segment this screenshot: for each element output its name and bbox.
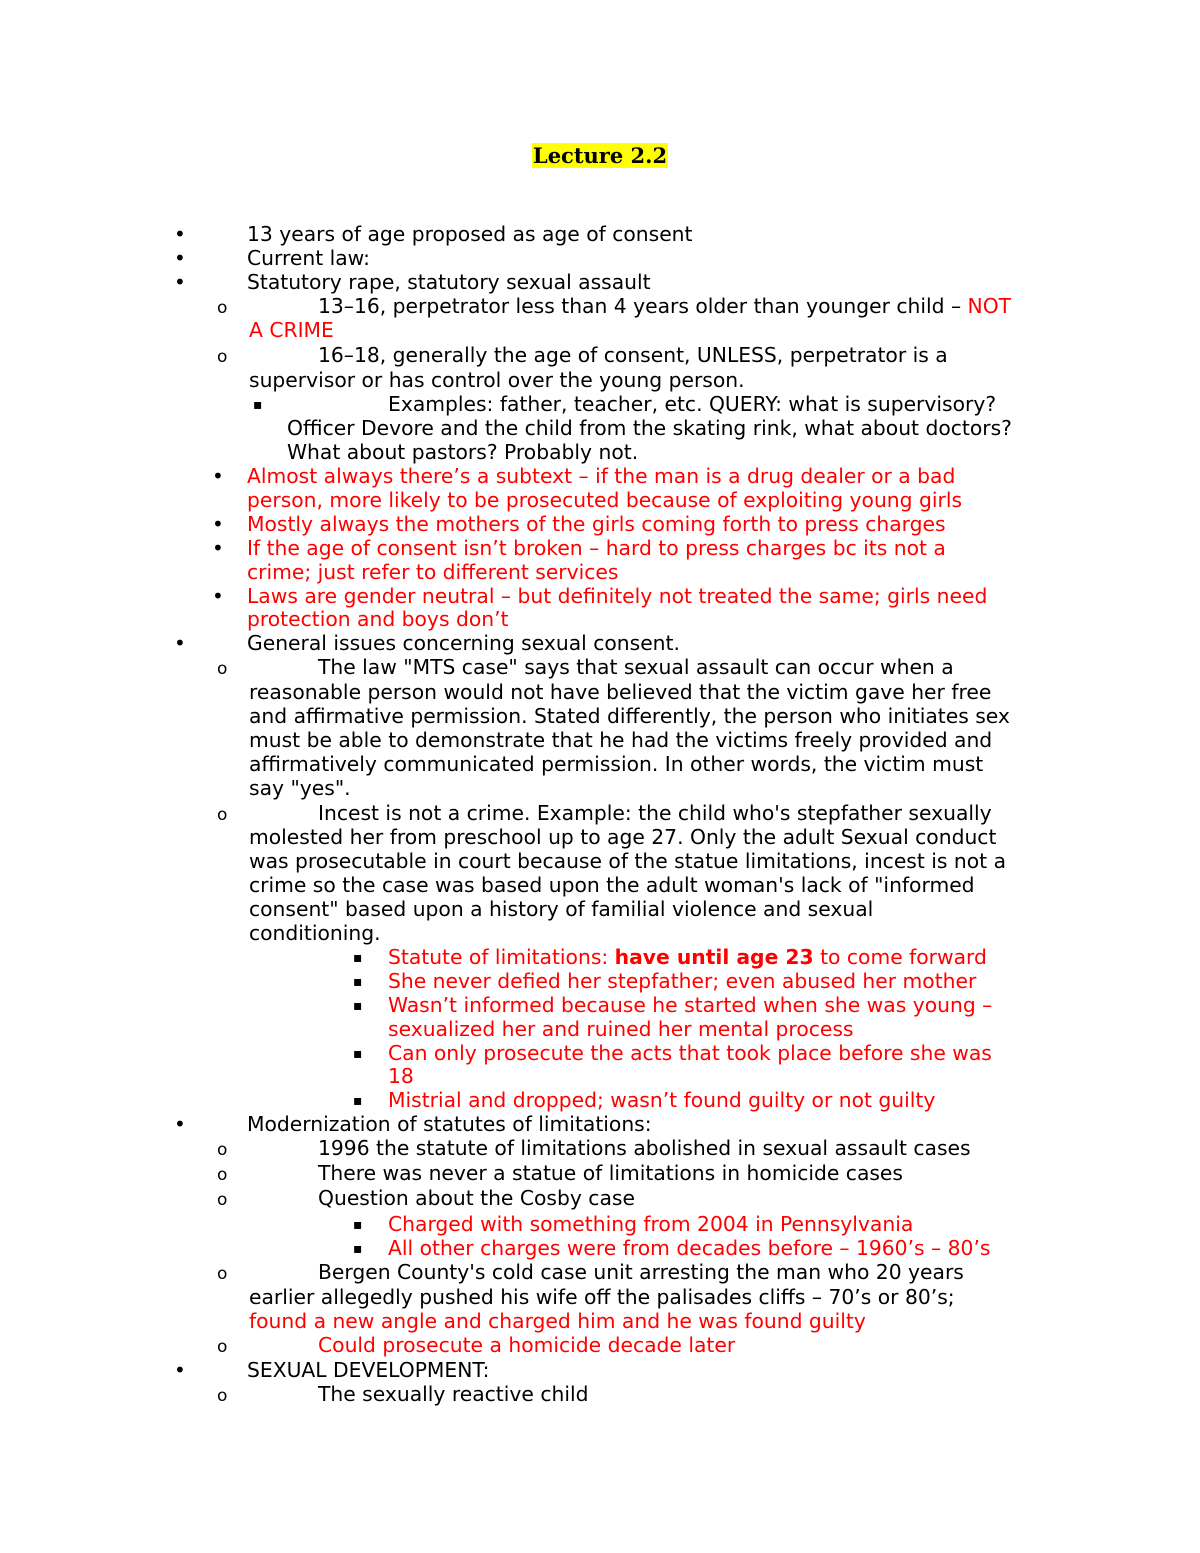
list-item: Current law: [247,246,370,270]
list-item-continuation: Officer Devore and the child from the skating rink, what about doctors? [287,416,1012,440]
list-item: General issues concerning sexual consent. [247,631,680,655]
list-item-continuation: crime; just refer to different services [247,560,619,584]
list-item: The sexually reactive child [318,1382,589,1406]
list-item-continuation: 18 [388,1064,414,1088]
bullet-square-icon [353,1088,363,1113]
list-item: Modernization of statutes of limitations: [247,1112,652,1136]
page-title [0,141,1200,171]
bullet-disc-icon [212,512,224,538]
bullet-disc-icon [174,631,186,657]
list-item: Statutory rape, statutory sexual assault [247,270,651,294]
bullet-circle-icon: o [217,298,228,318]
list-item-continuation: protection and boys don’t [247,607,509,631]
list-item-continuation: crime so the case was based upon the adult woman's lack of "informed [249,873,975,897]
list-item: Examples: father, teacher, etc. QUERY: what is supervisory? [388,392,997,416]
bullet-circle-icon: o [217,1140,228,1160]
list-item: SEXUAL DEVELOPMENT: [247,1358,490,1382]
list-item: Laws are gender neutral – but definitely not treated the same; girls need [247,584,988,608]
bullet-circle-icon: o [217,1337,228,1357]
bullet-square-icon [353,1236,363,1261]
list-item-continuation: found a new angle and charged him and he was found guilty [249,1309,866,1333]
bullet-disc-icon [212,536,224,562]
list-item-continuation: supervisor or has control over the young person. [249,368,745,392]
list-item-highlight: NOT [967,294,1012,318]
list-item: All other charges were from decades before – 1960’s – 80’s [388,1236,991,1260]
bullet-disc-icon [212,464,224,490]
bullet-square-icon [353,993,363,1018]
bullet-circle-icon: o [217,1165,228,1185]
list-item: Could prosecute a homicide decade later [318,1333,736,1357]
list-item: Question about the Cosby case [318,1186,635,1210]
list-item: Can only prosecute the acts that took place before she was [388,1041,992,1065]
bullet-disc-icon [212,584,224,610]
list-item-continuation: must be able to demonstrate that he had the victims freely provided and [249,728,993,752]
bullet-disc-icon [174,1358,186,1384]
list-item: 16–18, generally the age of consent, UNLESS, perpetrator is a [318,343,948,367]
list-item-continuation: consent" based upon a history of familial violence and sexual [249,897,874,921]
page-title-text: Lecture 2.2 [532,143,668,168]
bullet-circle-icon: o [217,659,228,679]
bullet-disc-icon [174,1112,186,1138]
list-item-continuation: person, more likely to be prosecuted because of exploiting young girls [247,488,963,512]
list-item-continuation: molested her from preschool up to age 27. Only the adult Sexual conduct [249,825,997,849]
bullet-circle-icon: o [217,347,228,367]
list-item: 13 years of age proposed as age of consent [247,222,693,246]
bullet-disc-icon [174,270,186,296]
list-item: There was never a statue of limitations in homicide cases [318,1161,903,1185]
list-item: 1996 the statute of limitations abolished in sexual assault cases [318,1136,971,1160]
list-item: Bergen County's cold case unit arresting the man who 20 years [318,1260,964,1284]
list-item-continuation: reasonable person would not have believed that the victim gave her free [249,680,992,704]
bullet-disc-icon [174,222,186,248]
bullet-circle-icon: o [217,805,228,825]
list-item-continuation: conditioning. [249,921,381,945]
list-item-continuation: and affirmative permission. Stated differently, the person who initiates sex [249,704,1010,728]
bullet-circle-icon: o [217,1386,228,1406]
bullet-square-icon [353,1212,363,1237]
list-item [318,294,1011,318]
list-item-continuation: earlier allegedly pushed his wife off the palisades cliffs – 70’s or 80’s; [249,1285,955,1309]
bullet-square-icon [353,969,363,994]
list-item-text: 13–16, perpetrator less than 4 years older than younger child – [318,294,968,318]
list-item-continuation: was prosecutable in court because of the statue limitations, incest is not a [249,849,1007,873]
list-item-text: Statute of limitations: [388,945,615,969]
list-item-continuation: sexualized her and ruined her mental process [388,1017,854,1041]
list-item: Almost always there’s a subtext – if the man is a drug dealer or a bad [247,464,956,488]
list-item: Mistrial and dropped; wasn’t found guilty or not guilty [388,1088,936,1112]
bullet-circle-icon: o [217,1190,228,1210]
list-item-text: to come forward [813,945,987,969]
bullet-square-icon [253,392,263,417]
list-item-continuation: A CRIME [249,318,334,342]
list-item: The law "MTS case" says that sexual assault can occur when a [318,655,954,679]
list-item [388,945,987,969]
list-item-continuation: affirmatively communicated permission. In other words, the victim must [249,752,984,776]
list-item: She never defied her stepfather; even abused her mother [388,969,977,993]
list-item-continuation: say "yes". [249,776,351,800]
list-item: Charged with something from 2004 in Pennsylvania [388,1212,914,1236]
list-item: Mostly always the mothers of the girls coming forth to press charges [247,512,946,536]
list-item: If the age of consent isn’t broken – hard to press charges bc its not a [247,536,946,560]
list-item: Incest is not a crime. Example: the child who's stepfather sexually [318,801,992,825]
bullet-square-icon [353,1041,363,1066]
list-item-continuation: What about pastors? Probably not. [287,440,639,464]
list-item-bold: have until age 23 [614,945,814,969]
bullet-square-icon [353,945,363,970]
bullet-circle-icon: o [217,1264,228,1284]
list-item: Wasn’t informed because he started when she was young – [388,993,993,1017]
bullet-disc-icon [174,246,186,272]
